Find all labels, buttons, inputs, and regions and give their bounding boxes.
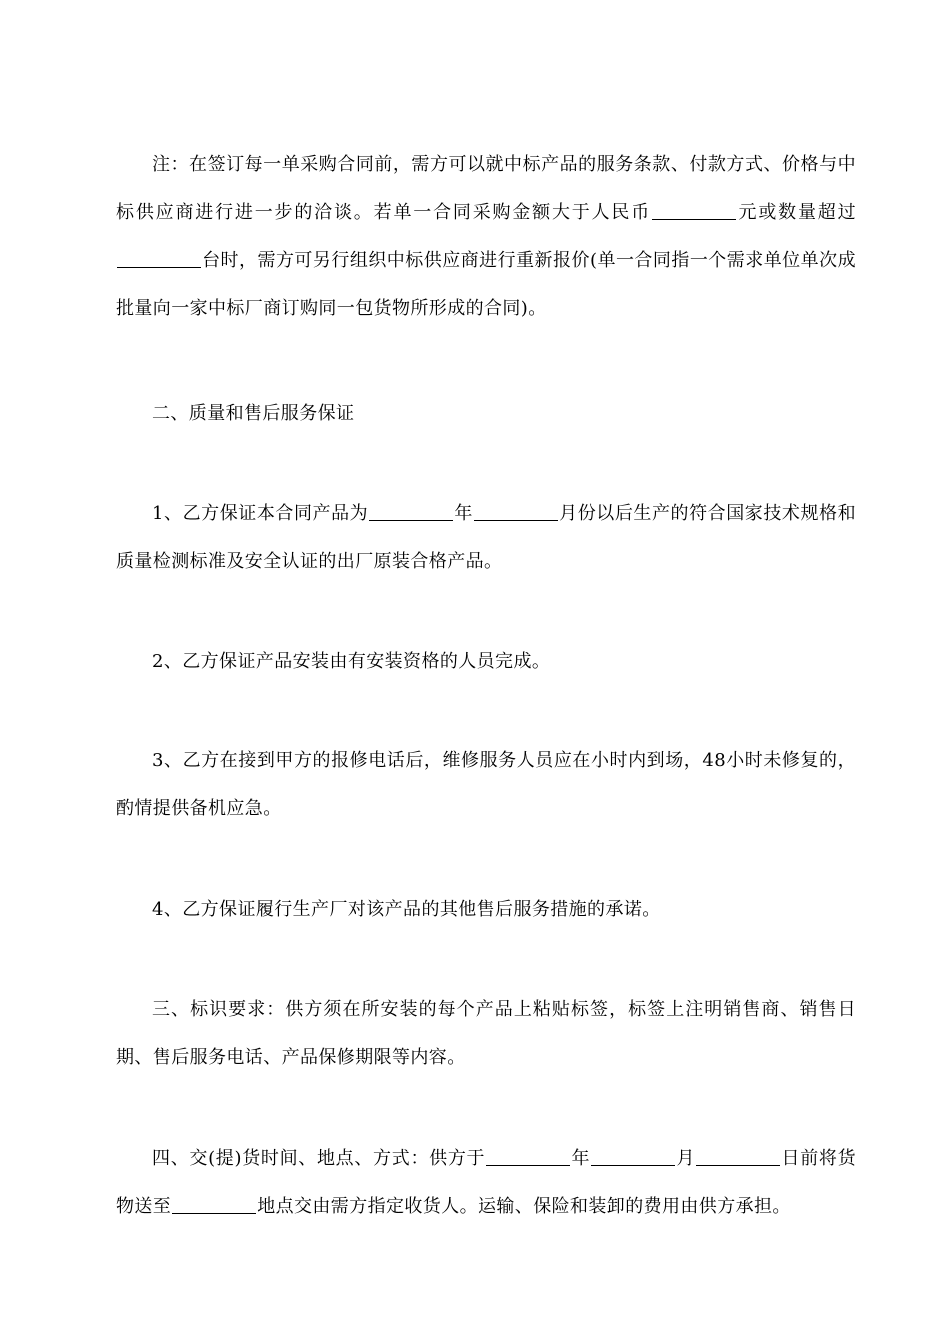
note-text-1: 注：在签订每一单采购合同前，需方可以就中标产品的服务条款、付款方式、价格与中标供应商进行进一步的洽谈。若单一合同采购金额大于人民币 [116,154,856,223]
section2-item3: 3、乙方在接到甲方的报修电话后，维修服务人员应在小时内到场，48小时未修复的，酌情提供备机应急。 [116,750,856,819]
section2-item2: 2、乙方保证产品安装由有安装资格的人员完成。 [152,651,551,672]
delivery-day-blank[interactable] [696,1147,780,1166]
section4-text-3: 月 [676,1148,696,1169]
item1-text-1: 1、乙方保证本合同产品为 [152,503,369,524]
section4-paragraph [116,1135,856,1231]
amount-blank[interactable] [652,201,736,220]
section2-item1 [116,490,856,586]
note-paragraph [116,141,856,333]
delivery-year-blank[interactable] [486,1147,570,1166]
section4-text-2: 年 [571,1148,591,1169]
note-text-2: 元或数量超过 [737,202,856,223]
section2-heading: 二、质量和售后服务保证 [152,403,355,424]
section2-item4: 4、乙方保证履行生产厂对该产品的其他售后服务措施的承诺。 [152,899,661,920]
month-blank[interactable] [474,502,558,521]
section4-text-5: 地点交由需方指定收货人。运输、保险和装卸的费用由供方承担。 [257,1196,791,1217]
section4-text-4: 日前将货物送至 [116,1148,856,1217]
delivery-location-blank[interactable] [172,1195,256,1214]
item1-text-2: 年 [454,503,473,524]
year-blank[interactable] [369,502,453,521]
delivery-month-blank[interactable] [591,1147,675,1166]
section4-text-1: 四、交(提)货时间、地点、方式：供方于 [152,1148,486,1169]
item1-text-3: 月份以后生产的符合国家技术规格和质量检测标准及安全认证的出厂原装合格产品。 [116,503,856,572]
quantity-blank[interactable] [117,249,201,268]
section3-paragraph: 三、标识要求：供方须在所安装的每个产品上粘贴标签，标签上注明销售商、销售日期、售后服务电话、产品保修期限等内容。 [116,999,856,1068]
note-text-3: 台时，需方可另行组织中标供应商进行重新报价(单一合同指一个需求单位单次成批量向一家中标厂商订购同一包货物所形成的合同)。 [116,250,856,319]
